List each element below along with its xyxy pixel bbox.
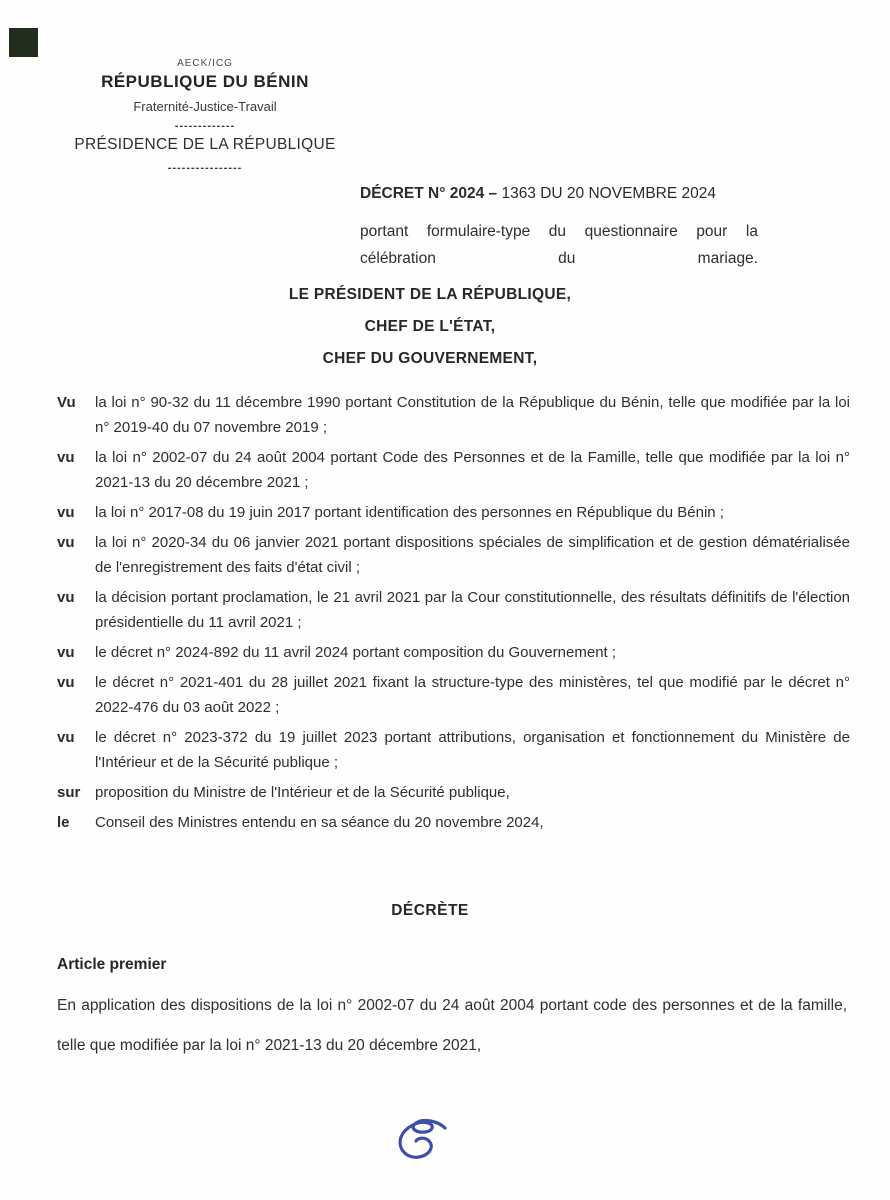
scan-corner-mark (9, 28, 38, 57)
heading-president: LE PRÉSIDENT DE LA RÉPUBLIQUE, (288, 286, 572, 303)
decree-number-bold: DÉCRET N° 2024 – (360, 185, 498, 202)
letterhead (25, 58, 385, 178)
heading-chef-etat: CHEF DE L'ÉTAT, (364, 318, 496, 335)
decrete-heading: DÉCRÈTE (391, 902, 469, 919)
visa-row (57, 640, 850, 665)
visa-text: la décision portant proclamation, le 21 avril 2021 par la Cour constitutionnelle, des résultats définitifs de l'élection présidentielle du 11 avril 2021 ; (95, 589, 850, 631)
heading-chef-gouvernement: CHEF DU GOUVERNEMENT, (322, 350, 538, 367)
visa-row (57, 780, 850, 805)
letterhead-republic: RÉPUBLIQUE DU BÉNIN (101, 72, 309, 91)
handwritten-paraphe (392, 1114, 450, 1173)
visa-text: Conseil des Ministres entendu en sa séance du 20 novembre 2024, (95, 814, 544, 831)
visa-text: la loi n° 2017-08 du 19 juin 2017 portant identification des personnes en République du Bénin ; (95, 504, 724, 521)
visa-row (57, 585, 850, 635)
visa-row (57, 530, 850, 580)
visa-text: la loi n° 90-32 du 11 décembre 1990 portant Constitution de la République du Bénin, telle que modifiée par la loi n° 2019-40 du 07 novembre 2019 ; (95, 394, 850, 436)
visa-row (57, 390, 850, 440)
article-premier-body: En application des dispositions de la loi n° 2002-07 du 24 août 2004 portant code des personnes et de la famille, telle que modifiée par la loi n° 2021-13 du 20 décembre 2021, (57, 997, 847, 1054)
visa-label: vu (57, 534, 75, 551)
visa-text: la loi n° 2002-07 du 24 août 2004 portant Code des Personnes et de la Famille, telle que modifiée par la loi n° 2021-13 du 20 décembre 2021 ; (95, 449, 850, 491)
visa-row (57, 725, 850, 775)
visa-row (57, 810, 850, 835)
visa-text: le décret n° 2024-892 du 11 avril 2024 portant composition du Gouvernement ; (95, 644, 617, 661)
president-headings (30, 286, 830, 382)
article-premier-title: Article premier (57, 956, 167, 973)
letterhead-separator-1: ------------- (174, 120, 236, 132)
visa-label: vu (57, 449, 75, 466)
paraphe-ink-icon (392, 1114, 450, 1168)
visa-text: la loi n° 2020-34 du 06 janvier 2021 portant dispositions spéciales de simplification et de gestion dématérialisée de l'enregistrement des faits d'état civil ; (95, 534, 850, 576)
visa-label: le (57, 814, 70, 831)
decree-subject: portant formulaire-type du questionnaire pour la célébration du mariage. (360, 223, 758, 267)
decree-number (360, 184, 758, 204)
visa-label: sur (57, 784, 81, 801)
letterhead-motto: Fraternité-Justice-Travail (133, 99, 277, 114)
visa-row (57, 500, 850, 525)
visa-label: vu (57, 504, 75, 521)
visa-row (57, 445, 850, 495)
letterhead-presidency: PRÉSIDENCE DE LA RÉPUBLIQUE (74, 136, 336, 153)
visa-label: vu (57, 674, 75, 691)
visa-text: le décret n° 2023-372 du 19 juillet 2023 portant attributions, organisation et fonctionnement du Ministère de l'Intérieur et de la Sécurité publique ; (95, 729, 850, 771)
visa-label: Vu (57, 394, 76, 411)
visa-label: vu (57, 729, 75, 746)
decree-number-rest: 1363 DU 20 NOVEMBRE 2024 (497, 185, 716, 202)
visa-text: proposition du Ministre de l'Intérieur et de la Sécurité publique, (95, 784, 510, 801)
visa-label: vu (57, 644, 75, 661)
visa-label: vu (57, 589, 75, 606)
visa-row (57, 670, 850, 720)
letterhead-separator-2: ---------------- (167, 162, 243, 174)
decree-title-block (360, 184, 758, 299)
visa-list (57, 390, 850, 840)
visa-text: le décret n° 2021-401 du 28 juillet 2021 fixant la structure-type des ministères, tel que modifié par le décret n° 2022-476 du 03 août 2022 ; (95, 674, 850, 716)
letterhead-stamp-text: AECK/ICG (177, 58, 233, 69)
